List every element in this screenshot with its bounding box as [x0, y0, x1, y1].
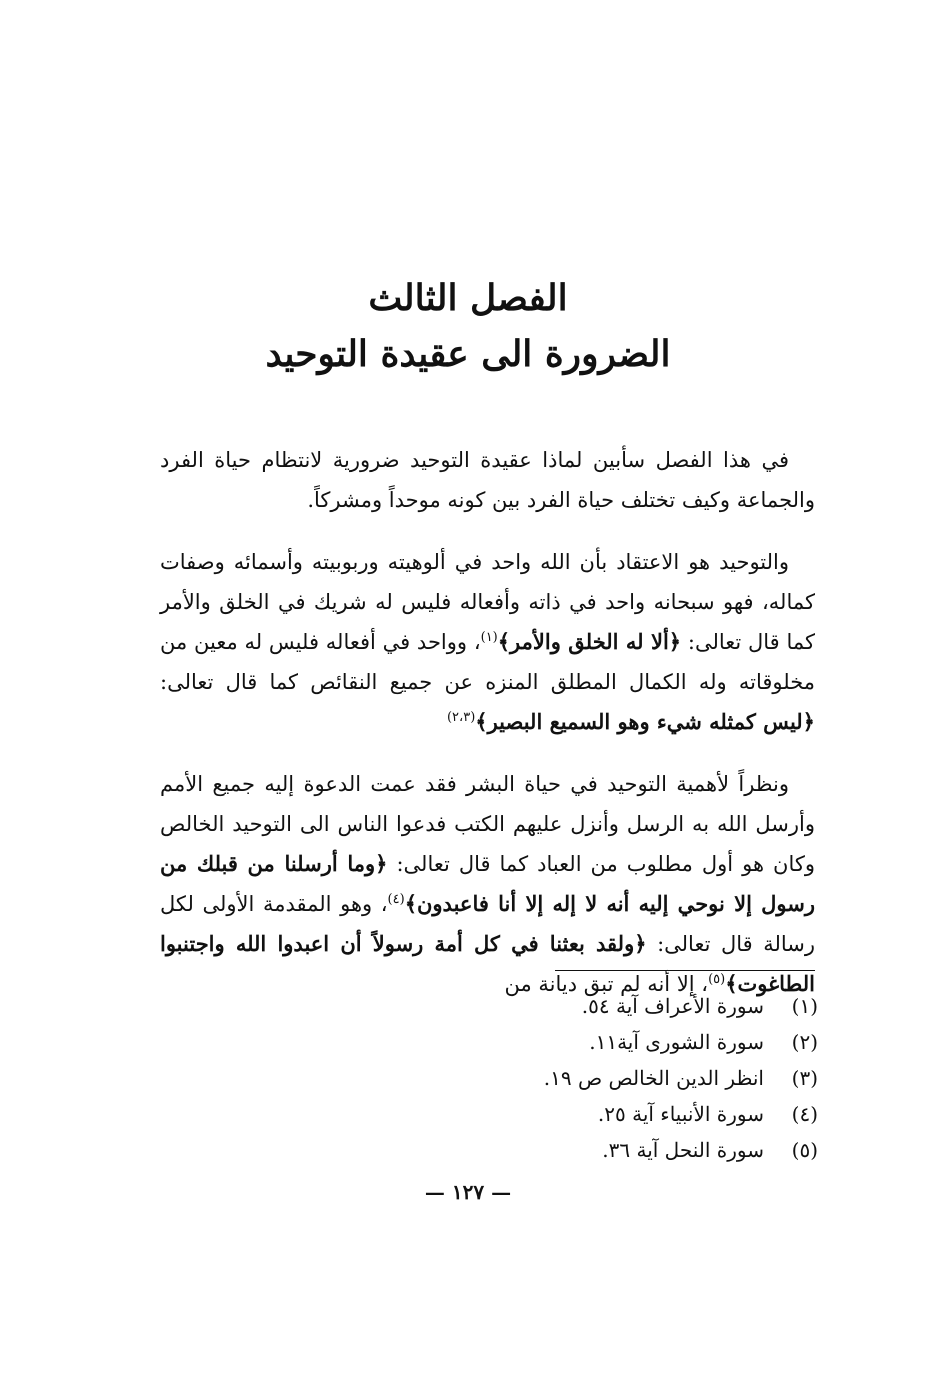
- body-paragraph: [160, 542, 815, 742]
- footnote-text: سورة الأعراف آية ٥٤.: [581, 994, 764, 1018]
- chapter-title: الضرورة الى عقيدة التوحيد: [265, 333, 671, 375]
- body-paragraph: [160, 764, 815, 1004]
- body-paragraph: [160, 440, 815, 520]
- chapter-heading: [0, 270, 936, 382]
- footnote-text: سورة الشورى آية١١.: [589, 1030, 764, 1054]
- quran-quote: ﴿ولقد بعثنا في كل أمة رسولاً أن اعبدوا الله واجتنبوا الطاغوت﴾: [160, 931, 815, 996]
- page-number: — ١٢٧ —: [424, 1180, 512, 1204]
- quran-quote: ﴿ليس كمثله شيء وهو السميع البصير﴾: [475, 709, 815, 734]
- text-segment: ، وهو المقدمة الأولى لكل رسالة قال تعالى:: [160, 892, 815, 956]
- footnote-item: [398, 1132, 818, 1168]
- text-segment: والتوحيد هو الاعتقاد بأن الله واحد في ألوهيته وربوبيته وأسمائه وصفات كماله، فهو سبحانه واحد في ذاته وأفعاله فليس له شريك في الخلق والأمر كما قال تعالى:: [160, 550, 816, 654]
- footnote-item: [398, 988, 818, 1024]
- text-segment: ونظراً لأهمية التوحيد في حياة البشر فقد عمت الدعوة إليه جميع الأمم وأرسل الله به الرسل وأنزل عليهم الكتب فدعوا الناس الى التوحيد الخالص وكان هو أول مطلوب من العباد كما قال تعالى:: [160, 772, 815, 876]
- text-segment: في هذا الفصل سأبين لماذا عقيدة التوحيد ضرورية لانتظام حياة الفرد والجماعة وكيف تختلف حياة الفرد بين كونه موحداً ومشركاً.: [160, 448, 815, 512]
- footnote-reference: (٥): [708, 972, 726, 987]
- footnote-number: (٣): [791, 1066, 818, 1090]
- body-text: [160, 440, 815, 1026]
- footnotes-list: [398, 988, 818, 1168]
- text-segment: ، إلا أنه لم تبق ديانة من: [504, 972, 709, 996]
- quran-quote: ﴿وما أرسلنا من قبلك من رسول إلا نوحي إليه أنه لا إله إلا أنا فاعبدون﴾: [160, 851, 815, 916]
- footnote-item: [398, 1024, 818, 1060]
- chapter-label: الفصل الثالث: [368, 277, 568, 319]
- text-segment: ، وواحد في أفعاله فليس له معين من مخلوقاته وله الكمال المطلق المنزه عن جميع النقائص كما قال تعالى:: [160, 630, 815, 694]
- footnote-text: سورة الأنبياء آية ٢٥.: [597, 1102, 764, 1126]
- footnote-text: سورة النحل آية ٣٦.: [602, 1138, 764, 1162]
- footnote-divider: [555, 970, 815, 971]
- footnote-reference: (١): [480, 630, 498, 645]
- footnote-number: (١): [791, 994, 818, 1018]
- quran-quote: ﴿ألا له الخلق والأمر﴾: [497, 629, 682, 654]
- footnote-item: [398, 1060, 818, 1096]
- footnote-item: [398, 1096, 818, 1132]
- footnote-reference: (٢،٣): [446, 710, 476, 725]
- footnote-number: (٤): [791, 1102, 818, 1126]
- footnote-reference: (٤): [387, 892, 405, 907]
- footnote-number: (٥): [791, 1138, 818, 1162]
- footnote-number: (٢): [791, 1030, 818, 1054]
- footnote-text: انظر الدين الخالص ص ١٩.: [543, 1066, 764, 1090]
